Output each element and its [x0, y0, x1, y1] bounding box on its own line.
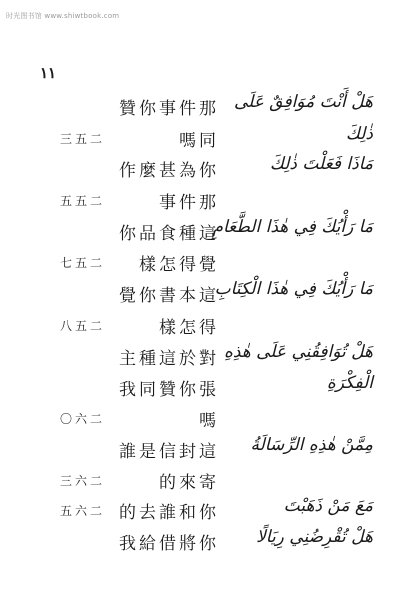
chinese-text: 事件那 [159, 193, 219, 213]
chinese-text: 嗎同 [179, 131, 219, 151]
arabic-text: ذٰلِكَ [345, 124, 373, 144]
page-number: ١١ [40, 64, 57, 82]
chinese-text: 樣怎得覺 [139, 255, 219, 275]
arabic-text: مَعَ مَنْ ذَهَبْتَ [283, 496, 373, 516]
phrase-row [0, 124, 409, 154]
reference-number: 七五二 [60, 256, 106, 270]
arabic-text: مِمَّنْ هٰذِهِ الرِّسَالَةُ [250, 435, 373, 455]
phrase-row [0, 466, 409, 496]
arabic-text: مَاذَا فَعَلْتَ ذٰلِكَ [269, 154, 373, 174]
reference-number: 三五二 [60, 132, 106, 146]
phrase-row [0, 342, 409, 372]
phrase-row [0, 154, 409, 184]
chinese-text: 的去誰和你 [119, 503, 219, 523]
chinese-text: 嗎 [199, 411, 219, 431]
arabic-text: مَا رَأْيُكَ فِي هٰذَا الْكِتَابِ [214, 279, 373, 299]
arabic-text: الْفِكْرَةِ [326, 373, 373, 393]
phrase-row [0, 435, 409, 465]
arabic-text: هَلْ تُوَافِقُنِي عَلَى هٰذِهِ [223, 342, 373, 362]
phrase-row [0, 186, 409, 216]
chinese-text: 主種這於對 [119, 349, 219, 369]
reference-number: 三六二 [60, 474, 106, 488]
reference-number: 五五二 [60, 194, 106, 208]
phrase-row [0, 527, 409, 557]
reference-number: 〇六二 [60, 412, 106, 426]
chinese-text: 覺你書本這 [119, 286, 219, 306]
chinese-text: 樣怎得 [159, 318, 219, 338]
chinese-text: 我給借將你 [119, 534, 219, 554]
phrase-row [0, 404, 409, 434]
chinese-text: 誰是信封這 [119, 442, 219, 462]
chinese-text: 你品食種這 [119, 224, 219, 244]
phrase-row [0, 311, 409, 341]
phrase-row [0, 217, 409, 247]
reference-number: 八五二 [60, 319, 106, 333]
arabic-text: مَا رَأْيُكَ فِي هٰذَا الطَّعَامِ [212, 217, 373, 237]
phrase-row [0, 248, 409, 278]
arabic-text: هَلْ أَنْتَ مُوَافِقٌ عَلَى [233, 92, 373, 112]
arabic-text: هَلْ تُقْرِضُنِي رِيَالًا [256, 527, 373, 547]
phrase-row [0, 373, 409, 403]
phrase-row [0, 92, 409, 122]
phrase-row [0, 496, 409, 526]
reference-number: 五六二 [60, 504, 106, 518]
chinese-text: 我同贊你張 [119, 380, 219, 400]
phrase-row [0, 279, 409, 309]
chinese-text: 作麼甚為你 [119, 161, 219, 181]
chinese-text: 的來寄 [159, 473, 219, 493]
watermark: 时光图书馆 www.shiwtbook.com [6, 12, 120, 20]
chinese-text: 贊你事件那 [119, 99, 219, 119]
